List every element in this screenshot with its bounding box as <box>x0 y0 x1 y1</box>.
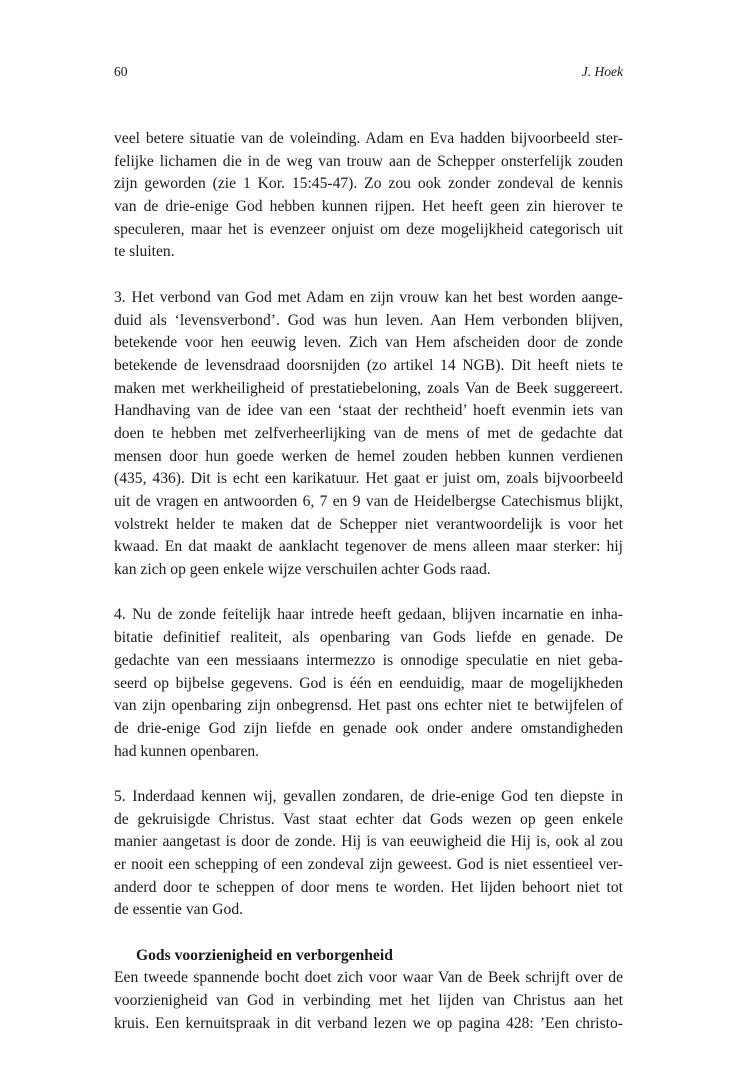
text-line: manier aangetast is door de zonde. Hij is van eeuwigheid die Hij is, ook al zou <box>114 833 623 851</box>
text-line: felijke lichamen die in de weg van trouw aan de Schepper onsterfelijk zouden <box>114 152 623 170</box>
text-line: 5. Inderdaad kennen wij, gevallen zondaren, de drie-enige God ten diepste in <box>114 787 623 805</box>
paragraph-1 <box>114 128 623 264</box>
text-line: betekende de levensdraad doorsnijden (zo artikel 14 NGB). Dit heeft niets te <box>114 356 623 374</box>
running-head-author: J. Hoek <box>581 64 623 79</box>
text-line: mensen door hun goede werken de hemel zouden hebben kunnen verdienen <box>114 447 623 465</box>
text-line: zijn geworden (zie 1 Kor. 15:45-47). Zo zou ook zonder zondeval de kennis <box>114 175 623 193</box>
text-line: van de drie-enige God hebben kunnen rijpen. Het heeft geen zin hierover te <box>114 198 623 216</box>
text-line: uit de vragen en antwoorden 6, 7 en 9 van de Heidelbergse Catechismus blijkt, <box>114 493 623 510</box>
text-line: te sluiten. <box>114 243 175 261</box>
paragraph-point-5 <box>114 786 623 922</box>
text-line: er nooit een schepping of een zondeval zijn geweest. God is niet essentieel ver- <box>114 856 623 873</box>
body-text <box>114 128 623 1036</box>
text-line: de drie-enige God zijn liefde en genade ook onder andere omstandigheden <box>114 719 623 737</box>
text-line: seerd op bijbelse gegevens. God is één en eenduidig, maar de mogelijkheden <box>114 674 623 692</box>
text-line: Handhaving van de idee van een ‘staat der rechtheid’ hoeft evenmin iets van <box>114 402 623 420</box>
paragraph-gap <box>114 763 623 786</box>
text-line: duid als ‘levensverbond’. God was hun leven. Aan Hem verbonden blijven, <box>114 311 623 329</box>
text-line: veel betere situatie van de voleinding. Adam en Eva hadden bijvoorbeeld ster- <box>114 130 623 147</box>
text-line: gedachte van een messiaans intermezzo is onnodige speculatie en niet geba- <box>114 651 623 669</box>
text-line: kwaad. En dat maakt de aanklacht tegenover de mens alleen maar sterker: hij <box>114 538 623 556</box>
text-line: speculeren, maar het is evenzeer onjuist om deze mogelijkheid categorisch uit <box>114 220 623 238</box>
text-line: maken met werkheiligheid of prestatiebeloning, zoals Van de Beek suggereert. <box>114 379 623 397</box>
text-line: voorzienigheid van God in verbinding met het lijden van Christus aan het <box>114 992 623 1010</box>
paragraph-point-4 <box>114 604 623 763</box>
text-line: Een tweede spannende bocht doet zich voor waar Van de Beek schrijft over de <box>114 969 623 987</box>
paragraph-gap <box>114 264 623 287</box>
paragraph-gap <box>114 922 623 945</box>
text-line: anderd door te scheppen of door mens te worden. Het lijden behoort niet tot <box>114 878 623 896</box>
text-line: volstrekt helder te maken dat de Schepper niet verantwoordelijk is voor het <box>114 515 623 533</box>
section-heading: Gods voorzienigheid en verborgenheid <box>136 946 393 964</box>
text-line: (435, 436). Dit is echt een karikatuur. Het gaat er juist om, zoals bijvoorbeeld <box>114 470 623 488</box>
text-line: had kunnen openbaren. <box>114 742 260 760</box>
text-line: kruis. Een kernuitspraak in dit verband lezen we op pagina 428: ’Een christo- <box>114 1014 623 1032</box>
text-line: doen te hebben met zelfverheerlijking van de mens of met de gedachte dat <box>114 424 623 442</box>
text-line: 3. Het verbond van God met Adam en zijn vrouw kan het best worden aange- <box>114 288 623 306</box>
page-number: 60 <box>114 64 128 79</box>
text-line: kan zich op geen enkele wijze verschuilen achter Gods raad. <box>114 561 491 579</box>
text-line: de gekruisigde Christus. Vast staat echter dat Gods wezen op geen enkele <box>114 810 623 828</box>
text-line: bitatie definitief realiteit, als openbaring van Gods liefde en genade. De <box>114 629 623 647</box>
section-providence <box>114 945 623 1036</box>
paragraph-gap <box>114 582 623 605</box>
text-line: betekende voor hen eeuwig leven. Zich van Hem afscheiden door de zonde <box>114 334 623 352</box>
text-line: 4. Nu de zonde feitelijk haar intrede heeft gedaan, blijven incarnatie en inha- <box>114 606 623 624</box>
text-line: van zijn openbaring zijn onbegrensd. Het past ons echter niet te betwijfelen of <box>114 697 623 715</box>
paragraph-point-3 <box>114 287 623 582</box>
text-line: de essentie van God. <box>114 901 244 919</box>
